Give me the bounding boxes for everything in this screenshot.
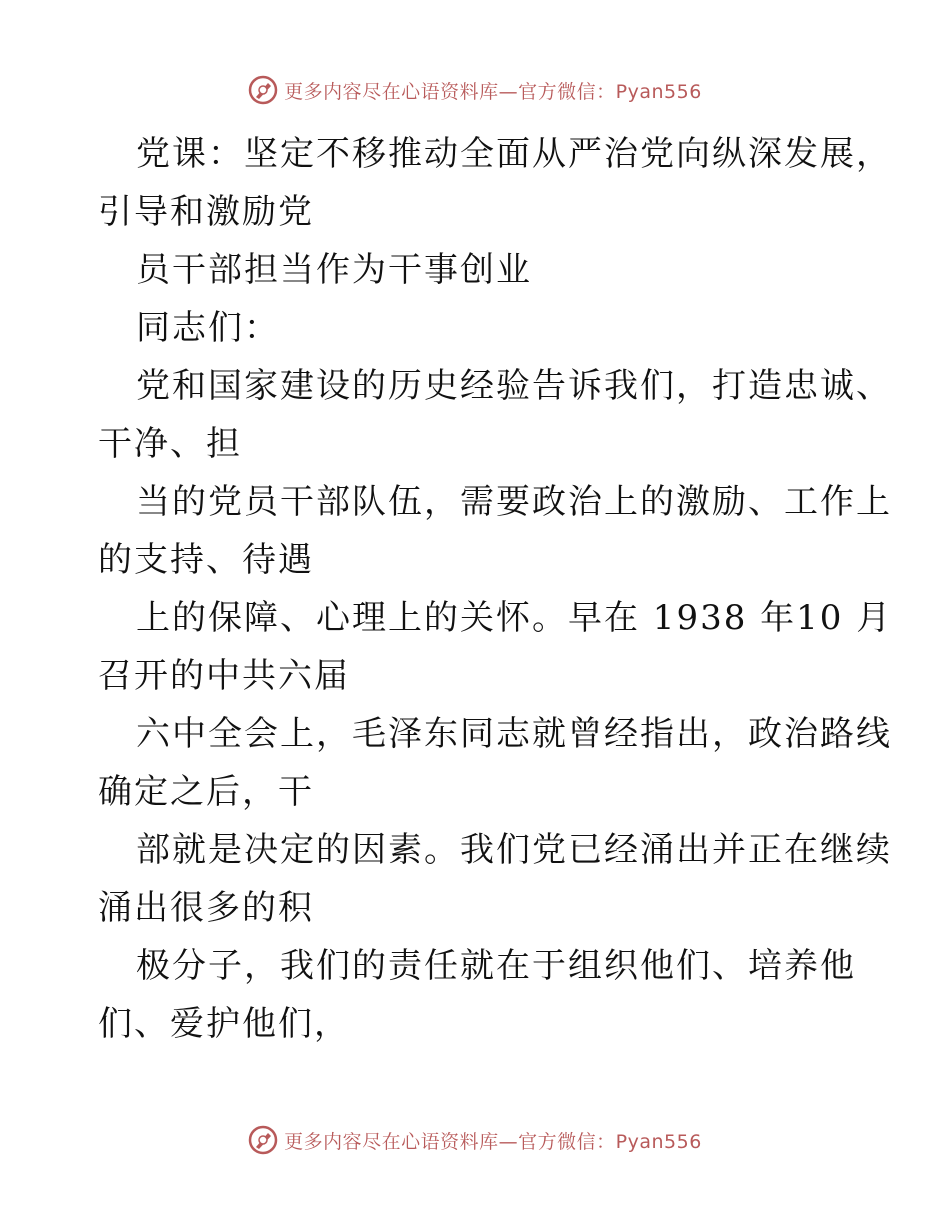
document-body: [98, 125, 893, 1053]
paragraph-line: 部就是决定的因素。我们党已经涌出并正在继续: [136, 830, 892, 870]
paragraph-line: 上的保障、心理上的关怀。早在 1938 年10 月: [136, 598, 893, 638]
footer-banner-text: 更多内容尽在心语资料库—官方微信：Pyan556: [284, 1130, 702, 1153]
paragraph-line: 的支持、待遇: [98, 540, 314, 580]
page-footer-banner: [0, 1120, 950, 1160]
paragraph-line: 当的党员干部队伍，需要政治上的激励、工作上: [136, 482, 892, 522]
title-line-3: 员干部担当作为干事创业: [136, 250, 532, 290]
paragraph-line: 干净、担: [98, 424, 242, 464]
paragraph-line: 涌出很多的积: [98, 888, 314, 928]
paragraph-line: 确定之后，干: [98, 772, 314, 812]
page-header-banner: [0, 70, 950, 110]
paragraph-line: 党和国家建设的历史经验告诉我们，打造忠诚、: [136, 366, 892, 406]
pen-seal-logo-icon: [248, 1125, 278, 1155]
header-banner-text: 更多内容尽在心语资料库—官方微信：Pyan556: [284, 80, 702, 103]
paragraph-line: 极分子，我们的责任就在于组织他们、培养他: [136, 946, 856, 986]
title-line-2: 引导和激励党: [98, 192, 314, 232]
pen-seal-logo-icon: [248, 75, 278, 105]
paragraph-line: 召开的中共六届: [98, 656, 350, 696]
header-wechat-id: Pyan556: [615, 80, 702, 103]
paragraph-line: 们、爱护他们，: [98, 1004, 350, 1044]
footer-wechat-id: Pyan556: [615, 1130, 702, 1153]
title-line-1: 党课：坚定不移推动全面从严治党向纵深发展，: [136, 134, 892, 174]
salutation: 同志们：: [136, 308, 280, 348]
paragraph-line: 六中全会上，毛泽东同志就曾经指出，政治路线: [136, 714, 892, 754]
